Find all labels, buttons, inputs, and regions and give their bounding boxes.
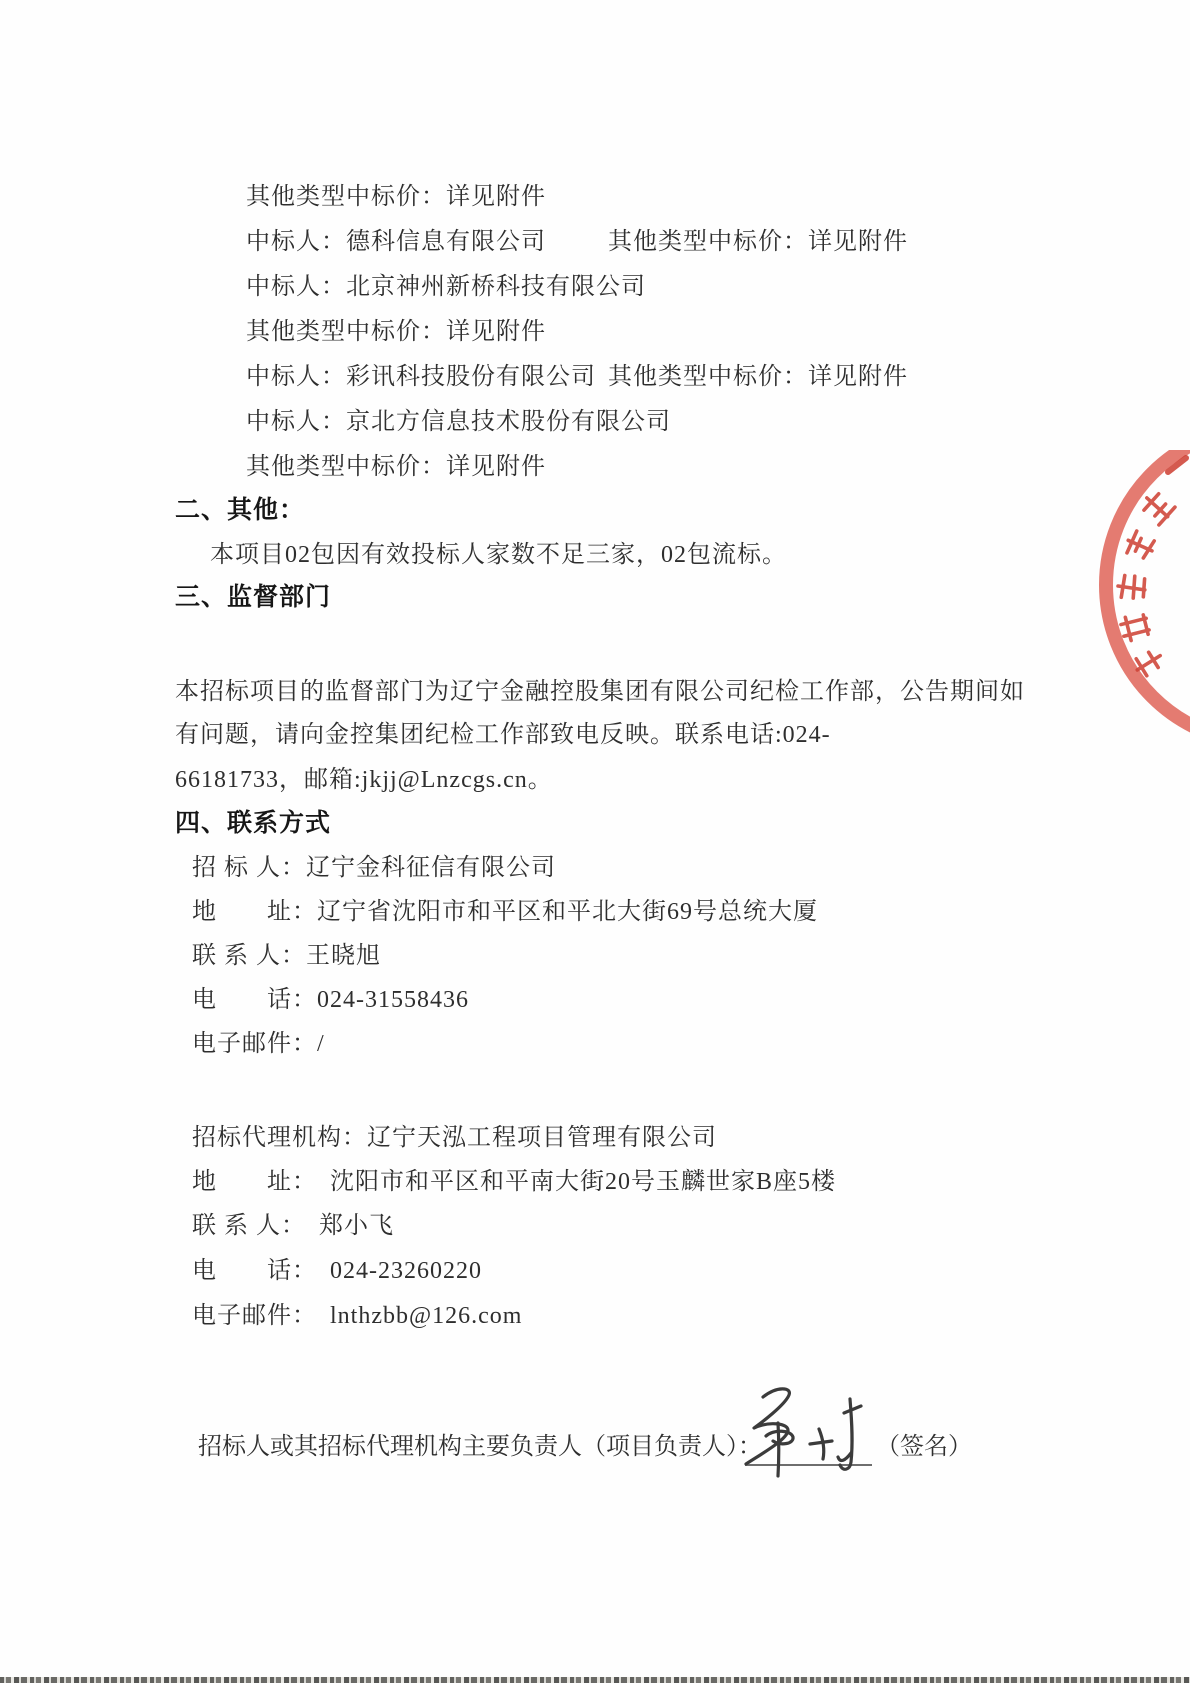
handwritten-signature (733, 1383, 883, 1483)
signature-suffix: （签名） (876, 1434, 972, 1460)
bid-row-1-left: 中标人：德科信息有限公司 (246, 229, 546, 255)
bid-row-6-left: 其他类型中标价：详见附件 (246, 454, 546, 480)
agency-email-row: 电子邮件： lnthzbb@126.com (192, 1303, 523, 1329)
tenderer-email-row: 电子邮件：/ (192, 1031, 325, 1057)
tenderer-address-row: 地 址：辽宁省沈阳市和平区和平北大街69号总统大厦 (192, 899, 818, 925)
section-supervision-heading: 三、监督部门 (175, 584, 332, 611)
tenderer-phone-row: 电 话：024-31558436 (192, 987, 469, 1013)
bid-row-3-left: 其他类型中标价：详见附件 (246, 319, 546, 345)
red-seal-stamp (1040, 450, 1190, 740)
section-contact-heading: 四、联系方式 (175, 810, 332, 837)
bid-row-1-right: 其他类型中标价：详见附件 (608, 229, 908, 255)
tenderer-contact-row: 联 系 人：王晓旭 (192, 943, 381, 969)
agency-contact-row: 联 系 人： 郑小飞 (192, 1213, 394, 1239)
scan-edge-artifact (0, 1677, 1190, 1683)
bid-row-4-left: 中标人：彩讯科技股份有限公司 (246, 364, 596, 390)
agency-name-row: 招标代理机构：辽宁天泓工程项目管理有限公司 (192, 1125, 717, 1151)
agency-address-row: 地 址： 沈阳市和平区和平南大街20号玉麟世家B座5楼 (192, 1169, 837, 1195)
bid-row-5-left: 中标人：京北方信息技术股份有限公司 (246, 409, 671, 435)
tenderer-name-row: 招 标 人：辽宁金科征信有限公司 (192, 855, 556, 881)
supervision-paragraph-line-1: 本招标项目的监督部门为辽宁金融控股集团有限公司纪检工作部，公告期间如 (175, 679, 1025, 705)
section-other-body: 本项目02包因有效投标人家数不足三家，02包流标。 (210, 542, 787, 568)
signature-line-label: 招标人或其招标代理机构主要负责人（项目负责人）： (198, 1434, 762, 1460)
bid-row-0-left: 其他类型中标价：详见附件 (246, 184, 546, 210)
supervision-paragraph-line-2: 有问题，请向金控集团纪检工作部致电反映。联系电话:024- (175, 722, 831, 748)
bid-row-4-right: 其他类型中标价：详见附件 (608, 364, 908, 390)
agency-phone-row: 电 话： 024-23260220 (192, 1258, 482, 1284)
bid-row-2-left: 中标人：北京神州新桥科技有限公司 (246, 274, 646, 300)
section-other-heading: 二、其他： (175, 497, 306, 524)
supervision-paragraph-line-3: 66181733，邮箱:jkjj@Lnzcgs.cn。 (175, 767, 553, 793)
